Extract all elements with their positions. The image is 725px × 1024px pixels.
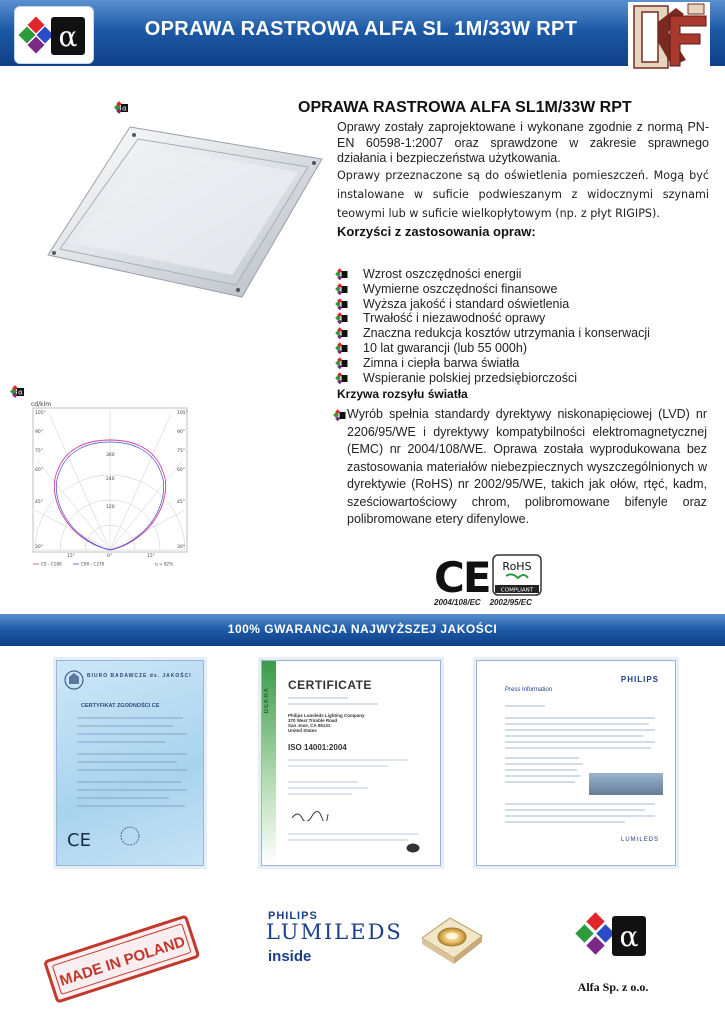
alpha-bullet-icon (335, 268, 348, 281)
polar-bottom-label: 15° (67, 554, 75, 559)
alpha-mini-icon (114, 101, 128, 115)
benefit-text: Trwałość i niezawodność oprawy (363, 311, 546, 326)
polar-angle-label: 75° (35, 449, 43, 454)
made-in-label: MADE IN POLAND (57, 933, 188, 990)
polar-radial-label: 360 (106, 453, 115, 458)
alpha-mini-icon (10, 385, 24, 399)
legend-c90: C90 - C270 (81, 561, 105, 567)
polar-angle-label: 45° (177, 500, 185, 505)
polar-angle-label: 90° (177, 430, 185, 435)
factory-photo (589, 773, 663, 795)
cert3-philips: PHILIPS (620, 675, 659, 684)
benefits-heading: Korzyści z zastosowania opraw: (337, 224, 536, 239)
polar-angle-label: 105° (35, 411, 46, 416)
list-item (333, 297, 713, 312)
rohs-mark-icon (492, 554, 542, 596)
light-curve-heading: Krzywa rozsyłu światła (337, 387, 468, 401)
lumileds-philips: PHILIPS (268, 910, 318, 922)
alpha-bullet-icon (335, 342, 348, 355)
ce-mark-icon (67, 829, 93, 849)
benefit-text: Wspieranie polskiej przedsiębiorczości (363, 370, 577, 385)
alpha-bullet-icon (335, 312, 348, 325)
philips-lumileds-logo (262, 910, 422, 974)
polar-angle-label: 60° (177, 468, 185, 473)
polar-angle-label: 90° (35, 430, 43, 435)
list-item (333, 282, 713, 297)
benefit-text: 10 lat gwarancji (lub 55 000h) (363, 340, 527, 355)
polar-angle-label: 30° (177, 545, 185, 550)
rohs-sub-label: COMPLIANT (500, 587, 534, 594)
cert3-lumileds: LUMILEDS (620, 837, 659, 843)
rohs-label: RoHS (502, 560, 532, 573)
alpha-bullet-icon (333, 409, 346, 422)
svg-text:α: α (619, 920, 639, 953)
company-name: Alfa Sp. z o.o. (577, 980, 649, 994)
alpha-bullet-icon (335, 372, 348, 385)
benefit-text: Wyższa jakość i standard oświetlenia (363, 296, 570, 311)
polar-angle-label: 75° (177, 449, 185, 454)
cert3-press-label: Press Information (505, 687, 553, 693)
benefit-text: Wzrost oszczędności energii (363, 267, 522, 281)
polar-angle-label: 105° (177, 411, 188, 416)
dekra-badge-icon (406, 843, 420, 853)
seal-icon (63, 669, 85, 691)
guarantee-text: 100% GWARANCJA NAJWYŻSZEJ JAKOŚCI (227, 622, 498, 636)
polar-angle-label: 45° (35, 500, 43, 505)
polar-unit-label: cd/klm (31, 401, 52, 408)
svg-text:α: α (18, 388, 23, 397)
polar-angle-label: 30° (35, 545, 43, 550)
alpha-bullet-icon (335, 327, 348, 340)
legend-c0: C0 - C180 (41, 561, 62, 567)
alpha-bullet-icon (335, 357, 348, 370)
svg-text:α: α (58, 20, 78, 53)
ce-certificate-thumbnail (56, 660, 204, 866)
cert2-company: Philips Lumileds Lighting Company 370 West Trimble Road San Jose, CA 95131 United States (288, 713, 365, 733)
product-title: OPRAWA RASTROWA ALFA SL1M/33W RPT (298, 99, 632, 116)
svg-text:CE: CE (67, 830, 91, 849)
list-item (333, 326, 713, 341)
polar-bottom-label: 15° (147, 554, 155, 559)
list-item (333, 371, 713, 386)
ce-label: CE (434, 556, 490, 596)
polar-angle-label: 60° (35, 468, 43, 473)
efficiency-label: η = 92% (155, 561, 174, 567)
benefit-text: Wymierne oszczędności finansowe (363, 281, 558, 296)
dekra-label: DEKRA (264, 687, 270, 714)
list-item (333, 267, 713, 282)
alfa-company-logo (574, 906, 650, 964)
stamp-icon (119, 825, 141, 847)
svg-text:α: α (122, 104, 127, 113)
signature-icon (290, 809, 330, 821)
directive-caption: 2004/108/EC 2002/95/EC (434, 598, 532, 607)
benefit-text: Zimna i ciepła barwa światła (363, 355, 520, 370)
kf-logo (628, 2, 710, 72)
lumileds-wordmark: LUMILEDS (266, 920, 403, 944)
lumileds-inside: inside (268, 948, 312, 965)
polar-radial-label: 120 (106, 505, 115, 510)
alfa-logo (14, 6, 94, 64)
light-distribution-diagram (25, 400, 195, 570)
cert1-header: BIURO BADAWCZE ds. JAKOŚCI (87, 673, 192, 679)
led-chip-photo (416, 908, 486, 966)
luminaire-photo (30, 125, 330, 300)
polar-bottom-label: 0° (107, 554, 113, 559)
cert2-title: CERTIFICATE (288, 678, 372, 692)
cert2-standard: ISO 14001:2004 (288, 743, 347, 752)
polar-radial-label: 240 (106, 477, 115, 482)
list-item (333, 356, 713, 371)
iso-certificate-thumbnail (261, 660, 441, 866)
made-in-poland-stamp (38, 912, 206, 1008)
norms-paragraph: Wyrób spełnia standardy dyrektywy niskonapięciowej (LVD) nr 2206/95/WE i dyrektywy kompatybilności elektromagnetycznej (EMC) nr 2004/108/WE. Oprawa została wyprodukowana bez zastosowania materiałów niebezpiecznych wyszczególnionych w dyrektywie (RoHS) nr 2002/95/WE, takich jak ołów, rtęć, kadm, sześciowartościowy chrom, polibromowane bifenyle oraz polibromowane etery difenylowe. (347, 407, 707, 526)
cert1-title: CERTYFIKAT ZGODNOŚCI CE (81, 703, 160, 709)
benefit-text: Znaczna redukcja kosztów utrzymania i konserwacji (363, 326, 650, 341)
header-title: OPRAWA RASTROWA ALFA SL 1M/33W RPT (144, 18, 578, 40)
product-description: Oprawy zostały zaprojektowane i wykonane zgodnie z normą PN-EN 60598-1:2007 oraz sprawdzone w zakresie sprawnego działania i bezpieczeństwa użytkowania. (337, 120, 709, 165)
alpha-bullet-icon (335, 298, 348, 311)
benefits-list (333, 267, 713, 385)
list-item (333, 341, 713, 356)
product-usage-description: Oprawy przeznaczone są do oświetlenia pomieszczeń. Mogą być instalowane w suficie podwieszanym z widocznymi szynami teowymi lub w suficie wielkopłytowym (np. z płyt RIGIPS). (337, 169, 709, 220)
press-release-thumbnail (476, 660, 676, 866)
ce-mark-icon (434, 556, 490, 596)
list-item (333, 311, 713, 326)
alpha-bullet-icon (335, 283, 348, 296)
